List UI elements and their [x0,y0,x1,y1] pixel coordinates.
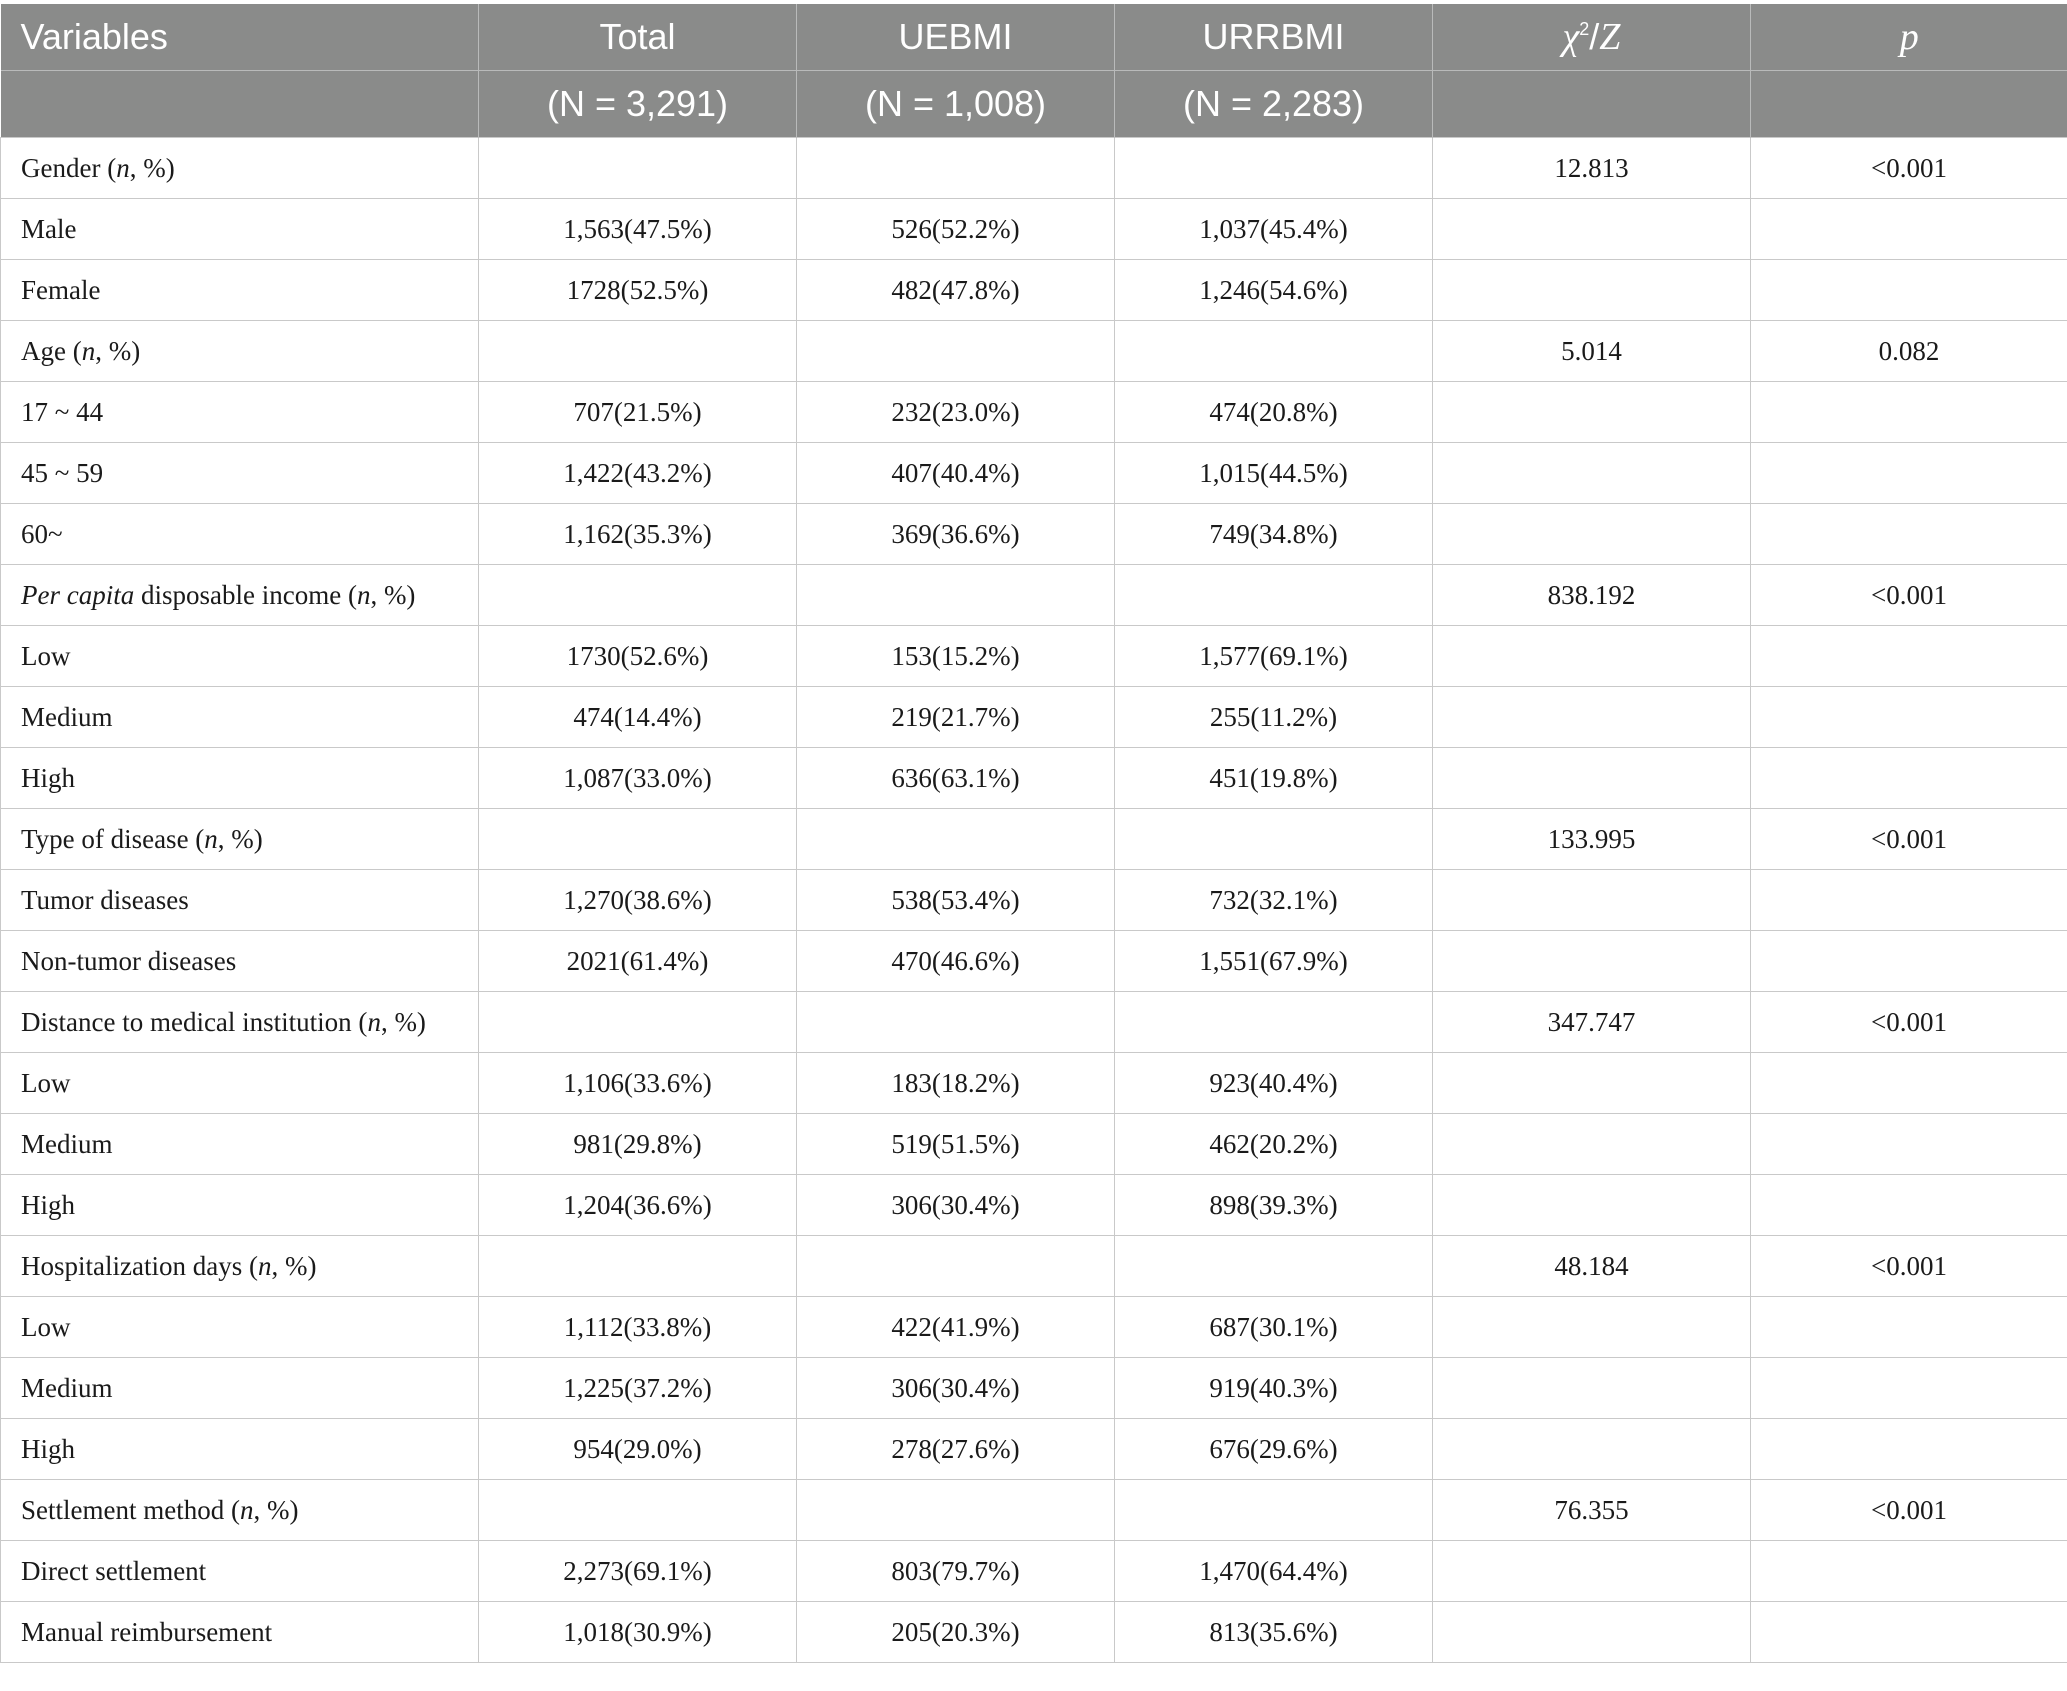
uebmi-cell: 278(27.6%) [797,1419,1115,1480]
p-value-cell [1751,1053,2067,1114]
uebmi-cell: 205(20.3%) [797,1602,1115,1663]
statistic-cell [1433,687,1751,748]
p-value-cell [1751,1541,2067,1602]
variable-label: Gender ( [21,152,117,183]
urrbmi-cell: 813(35.6%) [1115,1602,1433,1663]
p-value-cell: <0.001 [1751,992,2067,1053]
uebmi-cell: 153(15.2%) [797,626,1115,687]
urrbmi-cell [1115,809,1433,870]
variable-label: Age ( [21,335,82,366]
statistic-cell [1433,870,1751,931]
header-chi-superscript: 2 [1579,19,1590,39]
variable-cell: Medium [1,687,479,748]
p-value-cell: <0.001 [1751,1480,2067,1541]
header-statistic [1433,4,1751,71]
table-row [1,199,2067,260]
total-cell: 1,162(35.3%) [479,504,797,565]
variable-n-italic: n [81,335,96,366]
uebmi-cell [797,1480,1115,1541]
header-z-symbol: Z [1599,16,1621,58]
variable-unit: , %) [380,1006,426,1037]
p-value-cell: <0.001 [1751,138,2067,199]
urrbmi-cell [1115,1480,1433,1541]
p-value-cell [1751,260,2067,321]
urrbmi-cell: 676(29.6%) [1115,1419,1433,1480]
header-row-1 [1,4,2067,71]
statistic-cell [1433,260,1751,321]
statistic-cell [1433,504,1751,565]
p-value-cell [1751,382,2067,443]
uebmi-cell: 369(36.6%) [797,504,1115,565]
uebmi-cell: 636(63.1%) [797,748,1115,809]
uebmi-cell [797,138,1115,199]
uebmi-cell [797,992,1115,1053]
urrbmi-cell [1115,1236,1433,1297]
p-value-cell [1751,1602,2067,1663]
variable-label: Hospitalization days ( [21,1250,258,1281]
variable-n-italic: n [367,1006,381,1037]
table-header [1,4,2067,138]
p-value-cell [1751,1419,2067,1480]
header-p-value [1751,4,2067,71]
total-cell: 1,204(36.6%) [479,1175,797,1236]
p-value-cell [1751,870,2067,931]
variable-cell: Tumor diseases [1,870,479,931]
table-row [1,1419,2067,1480]
total-cell: 474(14.4%) [479,687,797,748]
statistic-cell: 5.014 [1433,321,1751,382]
uebmi-cell: 306(30.4%) [797,1358,1115,1419]
p-value-cell [1751,687,2067,748]
variable-cell [1,809,479,870]
table-row [1,1175,2067,1236]
p-value-cell [1751,931,2067,992]
uebmi-cell: 183(18.2%) [797,1053,1115,1114]
table-row [1,1236,2067,1297]
urrbmi-cell [1115,321,1433,382]
variable-cell [1,1236,479,1297]
statistic-cell [1433,1358,1751,1419]
variable-cell [1,321,479,382]
table-row [1,931,2067,992]
urrbmi-cell: 1,470(64.4%) [1115,1541,1433,1602]
uebmi-cell: 538(53.4%) [797,870,1115,931]
variable-label: Settlement method ( [21,1494,240,1525]
urrbmi-cell [1115,138,1433,199]
p-value-cell [1751,748,2067,809]
p-value-cell [1751,1358,2067,1419]
header-urrbmi-n: (N = 2,283) [1115,71,1433,138]
total-cell: 1,563(47.5%) [479,199,797,260]
header-variables-blank [1,71,479,138]
table-row [1,1480,2067,1541]
variable-cell: Direct settlement [1,1541,479,1602]
statistic-cell: 133.995 [1433,809,1751,870]
variable-n-italic: n [356,579,371,610]
table-row [1,504,2067,565]
uebmi-cell: 306(30.4%) [797,1175,1115,1236]
p-value-cell: <0.001 [1751,565,2067,626]
uebmi-cell: 482(47.8%) [797,260,1115,321]
table-row [1,870,2067,931]
urrbmi-cell: 255(11.2%) [1115,687,1433,748]
statistic-cell [1433,1114,1751,1175]
table-row [1,1114,2067,1175]
total-cell: 2,273(69.1%) [479,1541,797,1602]
total-cell [479,1480,797,1541]
total-cell: 1,018(30.9%) [479,1602,797,1663]
statistic-cell [1433,1175,1751,1236]
table-row [1,626,2067,687]
uebmi-cell [797,1236,1115,1297]
p-value-cell [1751,199,2067,260]
total-cell [479,809,797,870]
total-cell [479,138,797,199]
variable-label: Type of disease ( [21,823,205,854]
statistic-cell [1433,626,1751,687]
urrbmi-cell: 687(30.1%) [1115,1297,1433,1358]
statistic-cell [1433,1297,1751,1358]
variable-cell: 45 ~ 59 [1,443,479,504]
uebmi-cell: 470(46.6%) [797,931,1115,992]
variable-n-italic: n [204,823,218,854]
table-row [1,260,2067,321]
table-row [1,809,2067,870]
variable-cell: Non-tumor diseases [1,931,479,992]
statistic-cell [1433,443,1751,504]
statistic-cell: 76.355 [1433,1480,1751,1541]
variable-cell: Female [1,260,479,321]
variable-cell: Medium [1,1358,479,1419]
urrbmi-cell: 1,577(69.1%) [1115,626,1433,687]
table-row [1,748,2067,809]
total-cell: 1728(52.5%) [479,260,797,321]
variable-cell: Manual reimbursement [1,1602,479,1663]
p-value-cell: <0.001 [1751,809,2067,870]
urrbmi-cell: 1,037(45.4%) [1115,199,1433,260]
total-cell [479,992,797,1053]
uebmi-cell: 803(79.7%) [797,1541,1115,1602]
urrbmi-cell: 1,246(54.6%) [1115,260,1433,321]
total-cell: 1,106(33.6%) [479,1053,797,1114]
statistic-cell: 347.747 [1433,992,1751,1053]
variable-unit: , %) [217,823,263,854]
total-cell: 1,270(38.6%) [479,870,797,931]
table-row [1,1358,2067,1419]
variable-cell [1,565,479,626]
variable-cell: Medium [1,1114,479,1175]
urrbmi-cell: 919(40.3%) [1115,1358,1433,1419]
urrbmi-cell: 732(32.1%) [1115,870,1433,931]
table-row [1,1541,2067,1602]
table-row [1,321,2067,382]
p-value-cell [1751,1114,2067,1175]
total-cell [479,565,797,626]
statistic-cell [1433,1602,1751,1663]
urrbmi-cell: 898(39.3%) [1115,1175,1433,1236]
total-cell: 1,112(33.8%) [479,1297,797,1358]
variable-cell: 17 ~ 44 [1,382,479,443]
p-value-cell [1751,1175,2067,1236]
table-row [1,1297,2067,1358]
variable-unit: , %) [129,152,175,183]
p-value-cell: <0.001 [1751,1236,2067,1297]
variable-n-italic: n [116,152,130,183]
uebmi-cell: 519(51.5%) [797,1114,1115,1175]
table-row [1,443,2067,504]
variable-cell [1,1480,479,1541]
variable-cell: High [1,1419,479,1480]
p-value-cell [1751,1297,2067,1358]
urrbmi-cell [1115,565,1433,626]
table-row [1,992,2067,1053]
variable-cell: Low [1,1053,479,1114]
table-row [1,1602,2067,1663]
variable-unit: , %) [370,579,416,610]
header-row-2 [1,71,2067,138]
header-slash: / [1589,16,1600,57]
table-row [1,687,2067,748]
variable-unit: , %) [95,335,141,366]
table-row [1,382,2067,443]
variable-n-italic: n [257,1250,272,1281]
statistic-cell [1433,1053,1751,1114]
header-p-symbol: p [1899,16,1919,58]
statistic-cell [1433,199,1751,260]
total-cell: 1,087(33.0%) [479,748,797,809]
uebmi-cell: 232(23.0%) [797,382,1115,443]
uebmi-cell: 219(21.7%) [797,687,1115,748]
urrbmi-cell: 1,015(44.5%) [1115,443,1433,504]
total-cell: 1,422(43.2%) [479,443,797,504]
uebmi-cell [797,565,1115,626]
header-chi-symbol: χ [1562,16,1580,58]
variable-unit: , %) [271,1250,317,1281]
total-cell: 954(29.0%) [479,1419,797,1480]
table-body [1,138,2067,1663]
total-cell [479,1236,797,1297]
header-p-blank [1751,71,2067,138]
variable-cell: Low [1,1297,479,1358]
variable-cell [1,992,479,1053]
variable-cell: High [1,1175,479,1236]
header-urrbmi: URRBMI [1115,4,1433,71]
variable-cell: Low [1,626,479,687]
p-value-cell: 0.082 [1751,321,2067,382]
urrbmi-cell: 749(34.8%) [1115,504,1433,565]
uebmi-cell: 526(52.2%) [797,199,1115,260]
header-uebmi-n: (N = 1,008) [797,71,1115,138]
table-row [1,138,2067,199]
urrbmi-cell: 451(19.8%) [1115,748,1433,809]
uebmi-cell: 407(40.4%) [797,443,1115,504]
header-total-n: (N = 3,291) [479,71,797,138]
variable-label-italic: Per capita [21,579,135,610]
variable-n-italic: n [239,1494,254,1525]
variable-cell: Male [1,199,479,260]
uebmi-cell: 422(41.9%) [797,1297,1115,1358]
statistic-cell [1433,748,1751,809]
statistic-cell: 12.813 [1433,138,1751,199]
table-row [1,1053,2067,1114]
baseline-characteristics-table [0,4,2067,1663]
variable-label: Distance to medical institution ( [21,1006,368,1037]
statistic-cell [1433,382,1751,443]
header-uebmi: UEBMI [797,4,1115,71]
total-cell: 981(29.8%) [479,1114,797,1175]
variable-cell [1,138,479,199]
statistic-cell: 838.192 [1433,565,1751,626]
total-cell [479,321,797,382]
statistic-cell [1433,1419,1751,1480]
variable-label: disposable income ( [134,579,357,610]
header-statistic-blank [1433,71,1751,138]
urrbmi-cell [1115,992,1433,1053]
total-cell: 707(21.5%) [479,382,797,443]
urrbmi-cell: 474(20.8%) [1115,382,1433,443]
total-cell: 1,225(37.2%) [479,1358,797,1419]
header-variables: Variables [1,4,479,71]
p-value-cell [1751,443,2067,504]
header-total: Total [479,4,797,71]
table-row [1,565,2067,626]
variable-unit: , %) [253,1494,299,1525]
uebmi-cell [797,321,1115,382]
variable-cell: High [1,748,479,809]
urrbmi-cell: 462(20.2%) [1115,1114,1433,1175]
statistic-cell: 48.184 [1433,1236,1751,1297]
statistic-cell [1433,1541,1751,1602]
p-value-cell [1751,626,2067,687]
p-value-cell [1751,504,2067,565]
urrbmi-cell: 923(40.4%) [1115,1053,1433,1114]
total-cell: 2021(61.4%) [479,931,797,992]
total-cell: 1730(52.6%) [479,626,797,687]
statistic-cell [1433,931,1751,992]
uebmi-cell [797,809,1115,870]
variable-cell: 60~ [1,504,479,565]
urrbmi-cell: 1,551(67.9%) [1115,931,1433,992]
